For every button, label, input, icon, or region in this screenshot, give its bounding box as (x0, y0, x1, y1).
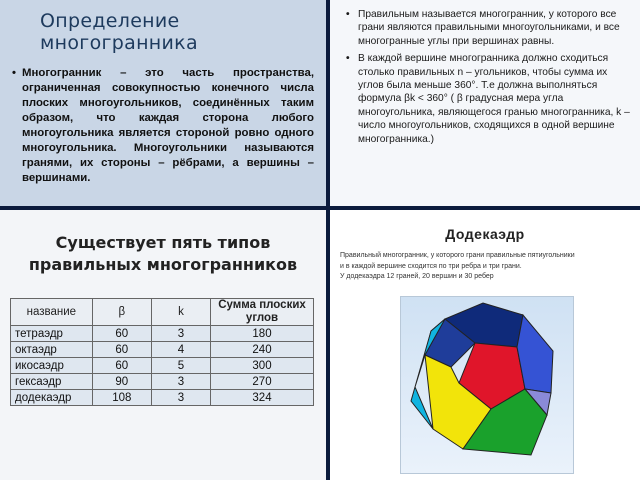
regular-bullet-2: • В каждой вершине многогранника должно сходиться столько правильных n – угольников, чтобы сумма их углов была меньше 360°. Т.е должна выполняться формула βk < 360° ( β градусная мера угла многоугольника, являющегося гранью многогранника, k – число многоугольников, сходящихся в одной вершине многогранника.) (350, 52, 630, 146)
cell-name: тетраэдр (11, 326, 93, 342)
cell-sum: 240 (211, 342, 314, 358)
cell-beta: 90 (92, 374, 151, 390)
dodecahedron-desc-3: У додекаэдра 12 граней, 20 вершин и 30 ребер (340, 273, 494, 280)
definition-panel (0, 0, 326, 206)
cell-name: октаэдр (11, 342, 93, 358)
cell-sum: 324 (211, 390, 314, 406)
types-panel (0, 210, 326, 480)
regular-list (340, 8, 630, 146)
cell-sum: 270 (211, 374, 314, 390)
table-row (11, 374, 314, 390)
dodecahedron-desc-2: и в каждой вершине сходится по три ребра и три грани. (340, 262, 522, 270)
table-row (11, 358, 314, 374)
table-row (11, 390, 314, 406)
table-row (11, 326, 314, 342)
types-title-line-1: Существует пять типов (55, 233, 271, 252)
dodecahedron-panel (330, 210, 640, 480)
polyhedra-table (10, 298, 314, 406)
header-beta: β (92, 299, 151, 326)
dodecahedron-desc-1: Правильный многогранник, у которого грани правильные пятиугольники (340, 252, 575, 259)
cell-beta: 108 (92, 390, 151, 406)
cell-k: 4 (151, 342, 210, 358)
definition-bullet (12, 66, 314, 186)
dodecahedron-image (400, 296, 574, 474)
regular-bullet-1: • Правильным называется многогранник, у которого все грани являются правильными многоугольниками, и все многогранные углы при вершинах равны. (350, 8, 630, 48)
header-k: k (151, 299, 210, 326)
bullet-dot: • (12, 67, 16, 79)
types-title (12, 232, 314, 276)
table-row (11, 342, 314, 358)
dodecahedron-title: Додекаэдр (445, 226, 525, 242)
header-angle-sum: Сумма плоских углов (211, 299, 314, 326)
header-name: название (11, 299, 93, 326)
cell-sum: 180 (211, 326, 314, 342)
cell-beta: 60 (92, 342, 151, 358)
definition-text: Многогранник – это часть пространства, ограниченная совокупностью конечного числа плоских многоугольников, соединённых таким образом, что каждая сторона любого многоугольника является стороной ровно одного многоугольника. Многоугольники называются гранями, их стороны – рёбрами, а вершины – вершинами. (22, 67, 314, 184)
cell-sum: 300 (211, 358, 314, 374)
cell-name: гексаэдр (11, 374, 93, 390)
cell-k: 3 (151, 326, 210, 342)
cell-name: икосаэдр (11, 358, 93, 374)
table-header-row (11, 299, 314, 326)
cell-beta: 60 (92, 358, 151, 374)
dodecahedron-svg (401, 297, 573, 473)
definition-title: Определение многогранника (40, 10, 198, 54)
regular-polyhedron-panel (330, 0, 640, 206)
cell-k: 3 (151, 374, 210, 390)
cell-beta: 60 (92, 326, 151, 342)
cell-k: 3 (151, 390, 210, 406)
cell-k: 5 (151, 358, 210, 374)
types-title-line-2: правильных многогранников (28, 255, 298, 274)
cell-name: додекаэдр (11, 390, 93, 406)
